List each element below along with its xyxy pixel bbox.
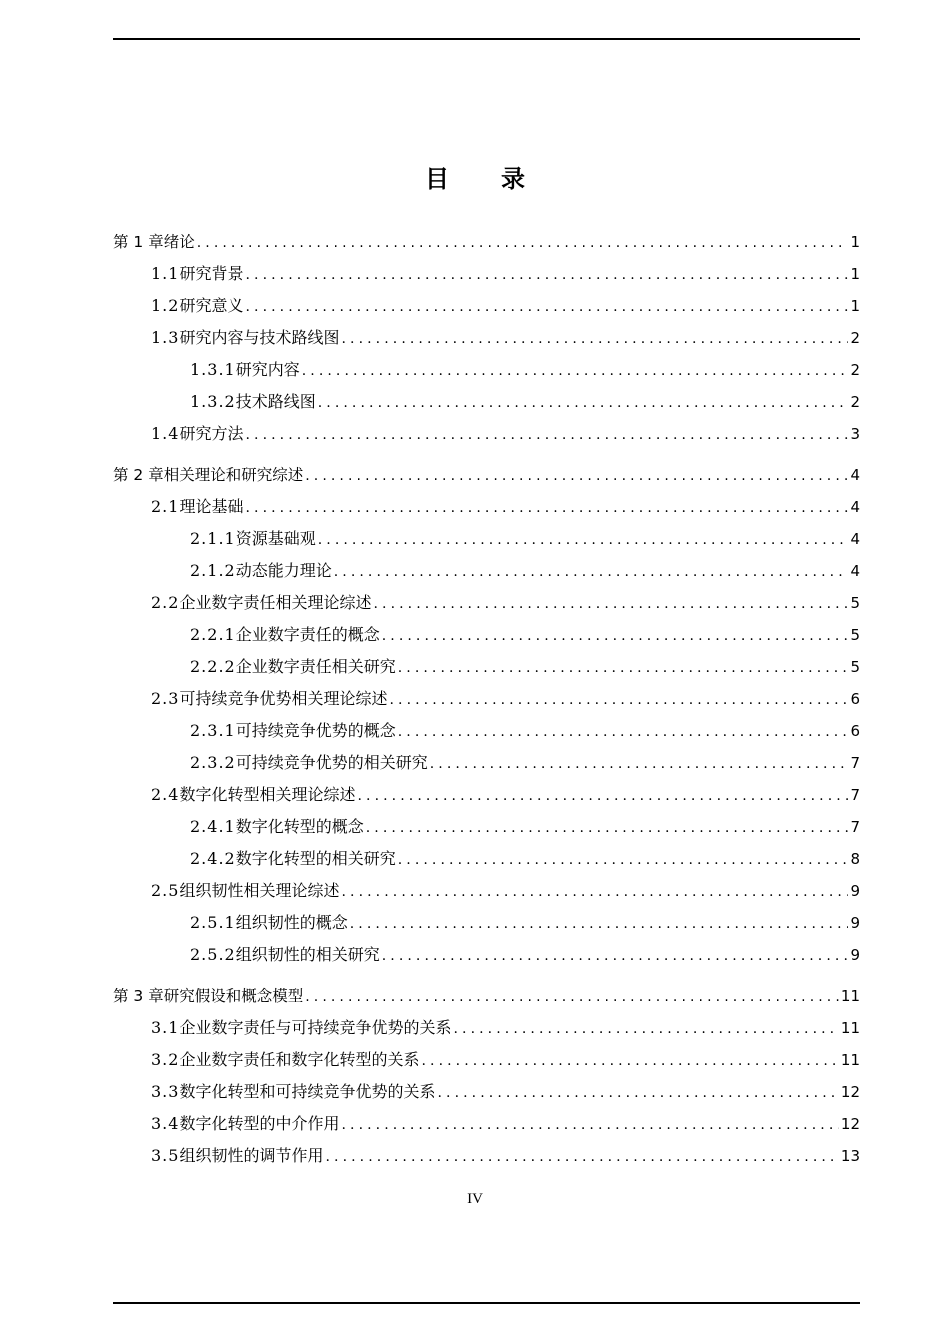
- toc-entry[interactable]: [113, 843, 860, 875]
- toc-dot-leader: [437, 1077, 838, 1108]
- toc-entry[interactable]: [113, 587, 860, 619]
- toc-entry-page: 2: [850, 329, 860, 347]
- toc-entry-number: 第 1 章: [113, 233, 164, 251]
- toc-entry-page: 4: [850, 562, 860, 580]
- toc-dot-leader: [334, 556, 848, 587]
- toc-entry-label: 数字化转型的相关研究: [235, 849, 396, 868]
- toc-entry-number: 1.4: [151, 424, 180, 443]
- toc-entry-label: 可持续竞争优势相关理论综述: [179, 689, 388, 708]
- toc-dot-leader: [389, 684, 848, 715]
- toc-entry-page: 3: [850, 425, 860, 443]
- toc-title-char-2: 录: [501, 165, 525, 193]
- toc-entry[interactable]: [113, 459, 860, 491]
- toc-entry[interactable]: [113, 939, 860, 971]
- toc-entry-number: 3.4: [151, 1114, 180, 1133]
- toc-entry-label: 企业数字责任的概念: [235, 625, 380, 644]
- toc-entry-page: 5: [850, 594, 860, 612]
- toc-entry[interactable]: [113, 1076, 860, 1108]
- toc-entry-page: 5: [850, 626, 860, 644]
- toc-dot-leader: [430, 748, 848, 779]
- toc-dot-leader: [245, 291, 848, 322]
- toc-entry[interactable]: [113, 1140, 860, 1172]
- toc-entry-number: 1.3: [151, 328, 180, 347]
- toc-entry-number: 3.2: [151, 1050, 180, 1069]
- toc-entry[interactable]: [113, 875, 860, 907]
- toc-dot-leader: [382, 620, 848, 651]
- toc-entry-page: 9: [850, 914, 860, 932]
- toc-entry-number: 2.1.1: [190, 529, 236, 548]
- toc-entry-label: 企业数字责任与可持续竞争优势的关系: [179, 1018, 452, 1037]
- toc-entry[interactable]: [113, 354, 860, 386]
- toc-entry[interactable]: [113, 619, 860, 651]
- toc-entry-number: 2.5.1: [190, 913, 236, 932]
- toc-entry[interactable]: [113, 980, 860, 1012]
- toc-entry-number: 3.5: [151, 1146, 180, 1165]
- toc-entry-number: 2.5: [151, 881, 180, 900]
- toc-entry[interactable]: [113, 322, 860, 354]
- toc-dot-leader: [341, 1109, 838, 1140]
- toc-entry-label: 研究意义: [179, 296, 244, 315]
- toc-entry-label: 数字化转型和可持续竞争优势的关系: [179, 1082, 436, 1101]
- toc-entry-label: 组织韧性相关理论综述: [179, 881, 340, 900]
- toc-entry[interactable]: [113, 747, 860, 779]
- toc-entry-number: 2.4.1: [190, 817, 236, 836]
- footer-rule: [113, 1302, 860, 1304]
- toc-dot-leader: [350, 908, 848, 939]
- toc-entry-label: 组织韧性的相关研究: [235, 945, 380, 964]
- toc-dot-leader: [398, 652, 848, 683]
- toc-entry-label: 技术路线图: [235, 392, 316, 411]
- toc-entry-page: 12: [840, 1115, 860, 1133]
- toc-entry-page: 4: [850, 530, 860, 548]
- toc-entry[interactable]: [113, 1044, 860, 1076]
- toc-entry-label: 绪论: [163, 233, 195, 251]
- toc-entry-label: 企业数字责任相关研究: [235, 657, 396, 676]
- toc-dot-leader: [325, 1141, 838, 1172]
- toc-entry-page: 1: [850, 233, 860, 251]
- toc-entry[interactable]: [113, 715, 860, 747]
- toc-entry-number: 2.4.2: [190, 849, 236, 868]
- table-of-contents: [113, 226, 860, 1172]
- toc-entry-page: 7: [850, 818, 860, 836]
- toc-entry-label: 相关理论和研究综述: [163, 466, 304, 484]
- toc-entry[interactable]: [113, 290, 860, 322]
- toc-entry-page: 7: [850, 754, 860, 772]
- toc-dot-leader: [373, 588, 848, 619]
- toc-dot-leader: [366, 812, 848, 843]
- toc-dot-leader: [398, 716, 848, 747]
- toc-entry-label: 组织韧性的调节作用: [179, 1146, 324, 1165]
- toc-entry-number: 3.1: [151, 1018, 180, 1037]
- toc-dot-leader: [318, 524, 848, 555]
- toc-entry[interactable]: [113, 418, 860, 450]
- toc-entry-number: 第 2 章: [113, 466, 164, 484]
- toc-entry-number: 1.1: [151, 264, 180, 283]
- toc-title-char-1: 目: [425, 165, 449, 193]
- toc-entry-label: 研究内容: [235, 360, 300, 379]
- toc-entry[interactable]: [113, 779, 860, 811]
- toc-entry-label: 动态能力理论: [235, 561, 332, 580]
- toc-entry-page: 8: [850, 850, 860, 868]
- toc-dot-leader: [357, 780, 848, 811]
- toc-entry-number: 2.1.2: [190, 561, 236, 580]
- toc-entry[interactable]: [113, 386, 860, 418]
- toc-entry[interactable]: [113, 683, 860, 715]
- toc-entry-number: 2.1: [151, 497, 180, 516]
- toc-entry-page: 11: [840, 1019, 860, 1037]
- toc-entry-page: 9: [850, 946, 860, 964]
- toc-entry-number: 2.2.2: [190, 657, 236, 676]
- footer-page-number: IV: [467, 1191, 483, 1207]
- toc-entry-page: 6: [850, 722, 860, 740]
- toc-entry-label: 可持续竞争优势的相关研究: [235, 753, 428, 772]
- toc-entry-label: 数字化转型的概念: [235, 817, 364, 836]
- toc-entry-number: 1.3.1: [190, 360, 236, 379]
- toc-dot-leader: [453, 1013, 838, 1044]
- toc-entry-label: 数字化转型的中介作用: [179, 1114, 340, 1133]
- toc-entry-number: 第 3 章: [113, 987, 164, 1005]
- toc-entry[interactable]: [113, 651, 860, 683]
- toc-entry[interactable]: [113, 907, 860, 939]
- toc-dot-leader: [305, 981, 839, 1012]
- toc-entry[interactable]: [113, 1012, 860, 1044]
- toc-dot-leader: [245, 492, 848, 523]
- toc-entry-label: 组织韧性的概念: [235, 913, 348, 932]
- toc-entry[interactable]: [113, 258, 860, 290]
- toc-entry-label: 数字化转型相关理论综述: [179, 785, 356, 804]
- toc-entry[interactable]: [113, 1108, 860, 1140]
- toc-entry-label: 企业数字责任和数字化转型的关系: [179, 1050, 420, 1069]
- toc-entry-page: 2: [850, 393, 860, 411]
- toc-entry-page: 5: [850, 658, 860, 676]
- toc-dot-leader: [302, 355, 848, 386]
- toc-dot-leader: [398, 844, 848, 875]
- toc-entry-page: 12: [840, 1083, 860, 1101]
- toc-entry-number: 2.2.1: [190, 625, 236, 644]
- toc-dot-leader: [305, 460, 848, 491]
- toc-dot-leader: [341, 323, 848, 354]
- toc-entry[interactable]: [113, 226, 860, 258]
- toc-entry[interactable]: [113, 811, 860, 843]
- toc-dot-leader: [197, 227, 848, 258]
- toc-entry-page: 11: [840, 987, 860, 1005]
- toc-entry-number: 2.3.2: [190, 753, 236, 772]
- toc-entry-page: 4: [850, 466, 860, 484]
- toc-entry-page: 11: [840, 1051, 860, 1069]
- toc-entry-page: 1: [850, 265, 860, 283]
- toc-entry-page: 2: [850, 361, 860, 379]
- toc-entry-number: 1.3.2: [190, 392, 236, 411]
- toc-dot-leader: [245, 419, 848, 450]
- toc-entry[interactable]: [113, 523, 860, 555]
- toc-entry-page: 9: [850, 882, 860, 900]
- toc-entry-number: 3.3: [151, 1082, 180, 1101]
- toc-entry-page: 4: [850, 498, 860, 516]
- toc-dot-leader: [382, 940, 848, 971]
- toc-entry-label: 研究背景: [179, 264, 244, 283]
- toc-entry-number: 2.2: [151, 593, 180, 612]
- toc-entry-label: 资源基础观: [235, 529, 316, 548]
- toc-dot-leader: [318, 387, 848, 418]
- toc-entry-label: 研究方法: [179, 424, 244, 443]
- toc-entry[interactable]: [113, 491, 860, 523]
- toc-entry-number: 2.4: [151, 785, 180, 804]
- toc-title: [0, 163, 950, 195]
- header-rule: [113, 38, 860, 40]
- toc-entry-page: 7: [850, 786, 860, 804]
- toc-dot-leader: [245, 259, 848, 290]
- toc-entry-label: 可持续竞争优势的概念: [235, 721, 396, 740]
- toc-entry-label: 理论基础: [179, 497, 244, 516]
- toc-entry-page: 1: [850, 297, 860, 315]
- toc-entry-label: 研究内容与技术路线图: [179, 328, 340, 347]
- toc-entry-label: 研究假设和概念模型: [163, 987, 304, 1005]
- toc-entry-page: 6: [850, 690, 860, 708]
- toc-entry-label: 企业数字责任相关理论综述: [179, 593, 372, 612]
- toc-entry[interactable]: [113, 555, 860, 587]
- toc-dot-leader: [341, 876, 848, 907]
- toc-entry-page: 13: [840, 1147, 860, 1165]
- toc-entry-number: 2.3: [151, 689, 180, 708]
- toc-entry-number: 2.5.2: [190, 945, 236, 964]
- toc-entry-number: 1.2: [151, 296, 180, 315]
- toc-entry-number: 2.3.1: [190, 721, 236, 740]
- toc-dot-leader: [421, 1045, 838, 1076]
